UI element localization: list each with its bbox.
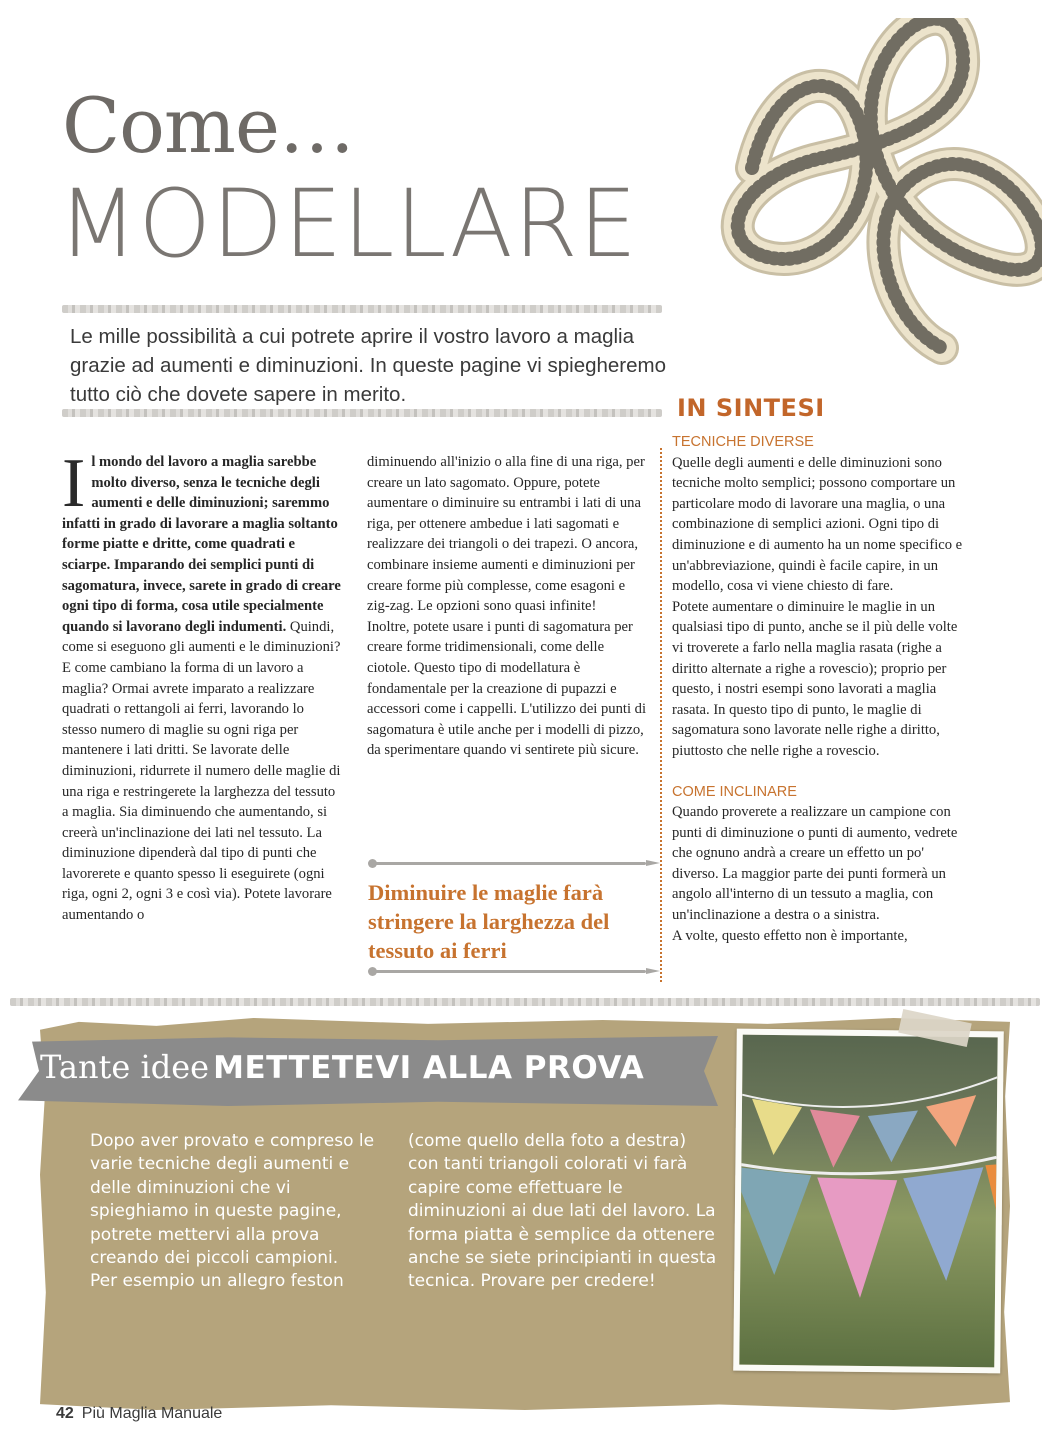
sidebar-heading-2: COME INCLINARE [672,783,797,800]
sidebar-paragraph-1: Quelle degli aumenti e delle diminuzioni sono tecniche molto semplici; possono comportare un particolare modo di lavorare una maglia, o una combinazione di semplici azioni. Ogni tipo di diminuzione e di aumento ha un nome specifico e un'abbreviazione, quindi è facile capire, in un modello, cosa vi viene chiesto di fare. [672,454,963,595]
pull-quote-rule-top [372,862,646,865]
banner-label-b: METTETEVI ALLA PROVA [213,1050,645,1086]
sidebar-rule [660,448,662,982]
article-column-2 [367,452,647,761]
page-number: 42 [56,1405,74,1422]
pull-quote: Diminuire le maglie farà stringere la larghezza del tessuto ai ferri [368,880,610,963]
sidebar-title: IN SINTESI [677,394,825,422]
sidebar-body [672,432,964,946]
article-col2-paragraph-1: diminuendo all'inizio o alla fine di una riga, per creare un lato sagomato. Oppure, potete aumentare o diminuire su entrambi i lati di una riga, per ottenere ambedue i lati sagomati e realizzare dei triangoli o dei trapezi. O ancora, combinare insieme aumenti e diminuzioni per creare forme più complesse, come esagoni e zig-zag. Le opzioni sono quasi infinite! [367,454,645,615]
dropcap: I [62,445,86,522]
sidebar-heading-1: TECNICHE DIVERSE [672,434,814,450]
magazine-name: Più Maglia Manuale [81,1405,223,1422]
article-column-1 [62,445,342,926]
banner-label-a: Tante idee [40,1048,210,1086]
intro-paragraph: Le mille possibilità a cui potrete aprire il vostro lavoro a maglia grazie ad aumenti e diminuzioni. In queste pagine vi spiegheremo tutto ciò che dovete sapere in merito. [70,325,667,406]
title-line-1: Come… [62,81,354,170]
title-line-2: MODELLARE [58,170,638,279]
sidebar-paragraph-4: A volte, questo effetto non è importante, [672,927,908,944]
article-lead: l mondo del lavoro a maglia sarebbe molto diverso, senza le tecniche degli aumenti e delle diminuzioni; saremmo infatti in grado di lavorare a maglia soltanto forme piatte e dritte, come quadrati e sciarpe. Imparando dei semplici punti di sagomatura, invece, sarete in grado di creare ogni tipo di forma, cosa utile specialmente quando si lavorano degli indumenti. [62,454,341,635]
challenge-text-2: (come quello della foto a destra) con tanti triangoli colorati vi farà capire come effettuare le diminuzioni ai due lati del lavoro. La forma piatta è semplice da ottenere anche se siete principianti in questa tecnica. Provare per credere! [408,1131,717,1292]
pull-quote-rule-bottom [372,970,646,973]
page-footer [56,1405,222,1423]
divider-intro-bottom [62,409,662,417]
article-body-col1: Quindi, come si eseguono gli aumenti e le diminuzioni? E come cambiano la forma di un lavoro a maglia? Ormai avrete imparato a realizzare quadrati o rettangoli ai ferri, lavorando lo stesso numero di maglie su ogni riga per mantenere i lati dritti. Se lavorate delle diminuzioni, ridurrete il numero delle maglie di una riga e restringerete la larghezza del tessuto a maglia. Sia diminuendo che aumentando, si creerà un'inclinazione dei lati nel tessuto. La diminuzione dipenderà dal tipo di punti che lavorerete e quanto spesso li eseguirete (ogni riga, ogni 2, ogni 3 e così via). Potete lavorare aumentando o [62,618,341,924]
sidebar-paragraph-3: Quando proverete a realizzare un campione con punti di diminuzione o punti di aumento, vedrete che ognuno andrà a creare un effetto un po' diverso. La maggior parte dei punti formerà un angolo all'interno di un tessuto a maglia, con un'inclinazione a destra o a sinistra. [672,804,958,924]
article-col2-paragraph-2: Inoltre, potete usare i punti di sagomatura per creare forme tridimensionali, come delle ciotole. Questo tipo di modellatura è fondamentale per la creazione di pupazzi e accessori come i cappelli. L'utilizzo dei punti di sagomatura è utile anche per i modelli di pizzo, da sperimentare quando vi sentirete più sicure. [367,618,647,759]
challenge-text-1: Dopo aver provato e compreso le varie tecniche degli aumenti e delle diminuzioni che vi spieghiamo in queste pagine, potrete mettervi alla prova creando dei piccoli campioni. Per esempio un allegro feston [90,1131,375,1292]
challenge-banner-text [40,1048,644,1086]
divider-top [62,305,662,313]
bunting-photo [733,1029,1004,1374]
sidebar-paragraph-2: Potete aumentare o diminuire le maglie in un qualsiasi tipo di punto, anche se il più delle volte vi troverete a farlo nella maglia rasata (righe a diritto alternate a righe a rovescio); proprio per questo, i nostri esempi sono lavorati a maglia rasata. In questo tipo di punto, le maglie di sagomatura sono lavorate nelle righe a diritto, piuttosto che nelle righe a rovescio. [672,598,958,759]
tape-measure-image [712,18,1042,368]
divider-box-top [10,998,1040,1006]
